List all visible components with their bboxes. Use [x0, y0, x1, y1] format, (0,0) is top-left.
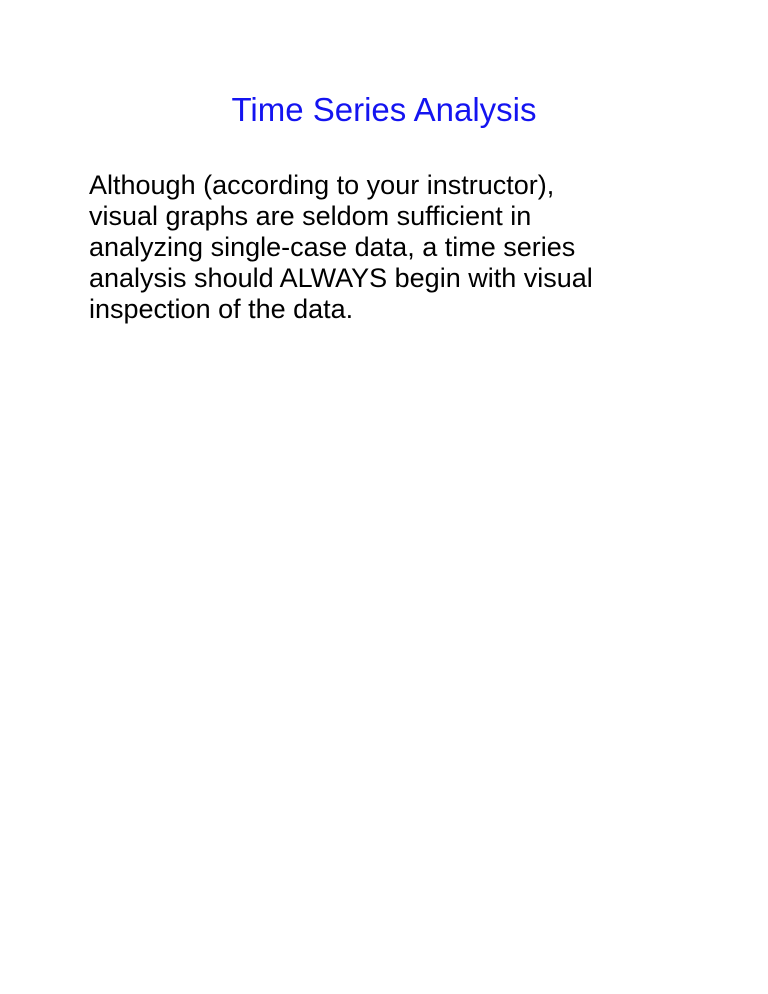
page-title: Time Series Analysis	[231, 91, 537, 128]
body-paragraph	[89, 170, 689, 325]
paragraph-line-2: visual graphs are seldom sufficient in	[89, 201, 532, 231]
paragraph-line-4: analysis should ALWAYS begin with visual	[89, 263, 593, 293]
paragraph-line-3: analyzing single-case data, a time series	[89, 232, 576, 262]
paragraph-line-5: inspection of the data.	[89, 294, 354, 324]
paragraph-line-1: Although (according to your instructor),	[89, 170, 555, 200]
